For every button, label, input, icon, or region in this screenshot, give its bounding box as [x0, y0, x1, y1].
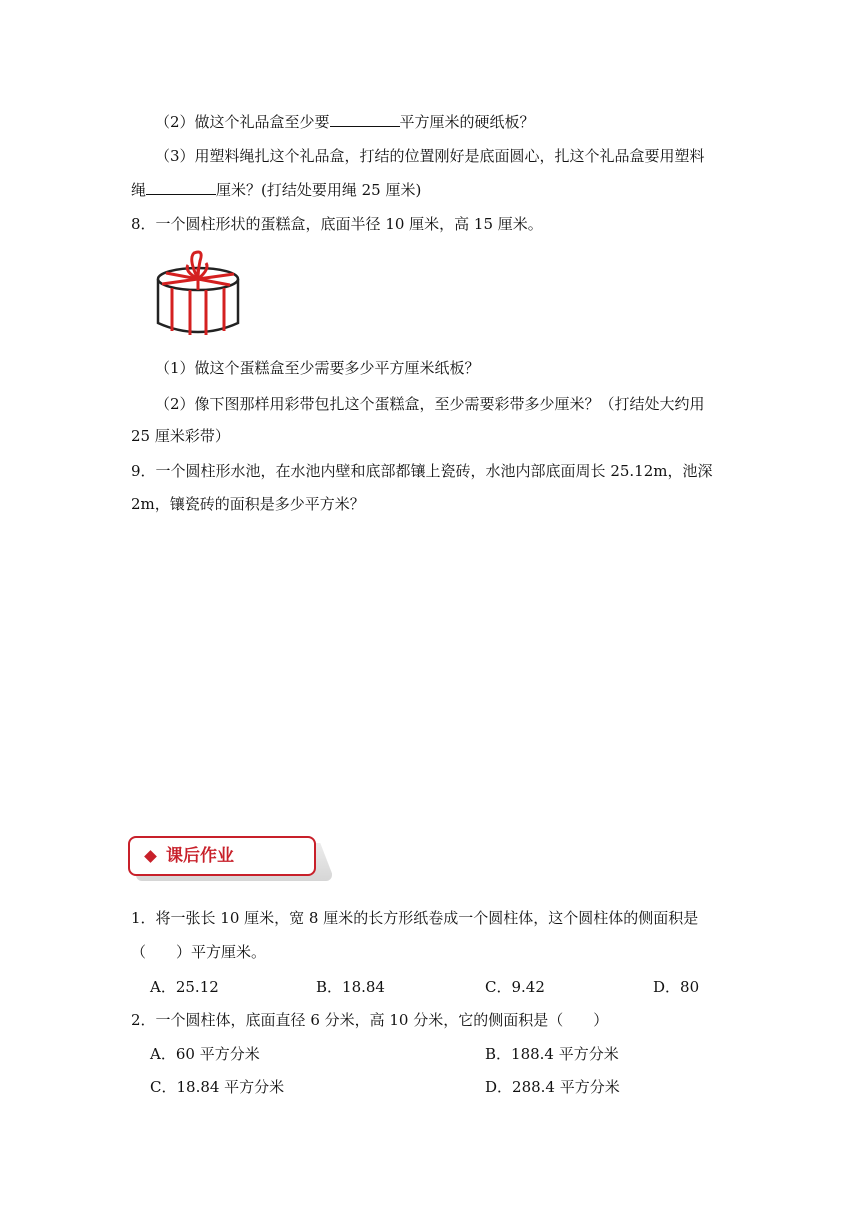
q7-part2-blank[interactable] — [330, 110, 400, 127]
q7-part3-line2 — [131, 178, 421, 200]
hw1-line2: （ ）平方厘米。 — [131, 943, 267, 961]
cake-box-drawing — [154, 249, 242, 339]
q7-part3-blank[interactable] — [146, 178, 216, 195]
hw1-option-a[interactable]: A．25.12 — [150, 978, 219, 996]
q7-part2-suffix: 平方厘米的硬纸板？ — [399, 113, 535, 131]
q7-part2-prefix: （2）做这个礼品盒至少要 — [155, 113, 330, 131]
hw1-option-b[interactable]: B．18.84 — [316, 978, 385, 996]
q9-line2: 2m，镶瓷砖的面积是多少平方米？ — [131, 495, 365, 513]
hw2-option-c[interactable]: C．18.84 平方分米 — [150, 1078, 285, 1096]
hw2-stem: 2．一个圆柱体，底面直径 6 分米，高 10 分米，它的侧面积是（ ） — [131, 1011, 609, 1029]
hw2-option-b[interactable]: B．188.4 平方分米 — [485, 1045, 619, 1063]
q8-part2-line2: 25 厘米彩带） — [131, 427, 230, 445]
q8-part2-line1: （2）像下图那样用彩带包扎这个蛋糕盒，至少需要彩带多少厘米？（打结处大约用 — [155, 395, 705, 413]
hw1-option-d[interactable]: D．80 — [653, 978, 700, 996]
hw2-option-a[interactable]: A．60 平方分米 — [150, 1045, 260, 1063]
hw1-option-c[interactable]: C．9.42 — [485, 978, 545, 996]
q7-part3-line1: （3）用塑料绳扎这个礼品盒，打结的位置刚好是底面圆心，扎这个礼品盒要用塑料 — [155, 147, 705, 165]
hw2-option-d[interactable]: D．288.4 平方分米 — [485, 1078, 620, 1096]
q8-stem: 8．一个圆柱形状的蛋糕盒，底面半径 10 厘米，高 15 厘米。 — [131, 215, 543, 233]
hw1-line1: 1．将一张长 10 厘米，宽 8 厘米的长方形纸卷成一个圆柱体，这个圆柱体的侧面积是 — [131, 909, 699, 927]
q7-part2 — [155, 110, 535, 132]
q7-part3-prefix: 绳 — [131, 181, 147, 199]
q7-part3-suffix: 厘米？(打结处要用绳 25 厘米) — [216, 181, 422, 199]
q8-part1: （1）做这个蛋糕盒至少需要多少平方厘米纸板？ — [155, 359, 480, 377]
cake-box-image — [154, 249, 242, 339]
section-header-title: 课后作业 — [166, 846, 234, 866]
q9-line1: 9．一个圆柱形水池，在水池内壁和底部都镶上瓷砖，水池内部底面周长 25.12m，池深 — [131, 462, 713, 480]
